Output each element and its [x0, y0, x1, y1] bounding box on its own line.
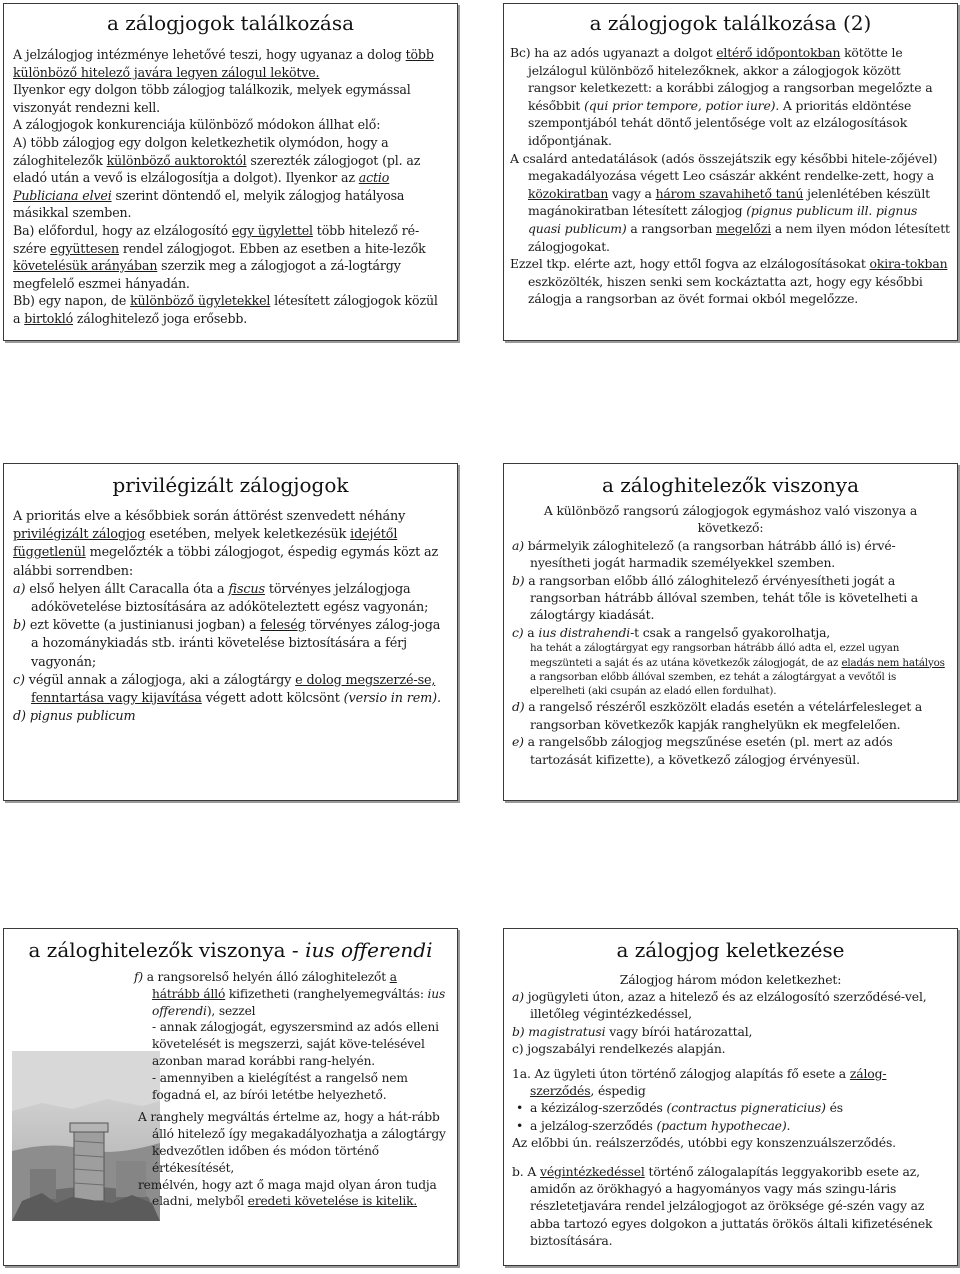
paragraph: Ba) előfordul, hogy az elzálogosító egy ügylettel több hitelező ré-szére együttesen rendel zálogjogot. Ebben az esetben a hite-lezők követelésük arányában szerzik meg a zálogjogot a zá-logtárgy megfelelő eszmei hányadán. [13, 222, 426, 291]
slide-title: a záloghitelezők viszonya - ius offerendi [28, 938, 433, 962]
list-item: a) jogügyleti úton, azaz a hitelező és az elzálogosító szerződésé-vel, illetőleg végintézkedéssel, [512, 989, 927, 1022]
paragraph: - amennyiben a kielégítést a rangelső nem fogadná el, az bírói letétbe helyezhető. [152, 1070, 408, 1102]
list-item: c) jogszabályi rendelkezés alapján. [512, 1040, 726, 1056]
paragraph: A különböző rangsorú zálogjogok egymáshoz való viszonya a következő: [543, 503, 918, 536]
paragraph: A ranghely megváltás értelme az, hogy a hát-rább álló hitelező így megakadályozhatja a zálogtárgy kedvezőtlen időben és módon történő értékesítését, [138, 1110, 446, 1175]
slide-body [510, 44, 951, 308]
slide-zalogjogok-talalkozasa-2 [503, 3, 958, 341]
slide-title: a zálogjogok találkozása [106, 11, 355, 35]
slide-body [512, 502, 949, 768]
slide-title: a záloghitelezők viszonya [601, 473, 860, 497]
list-item: a) bármelyik záloghitelező (a rangsorban hátrább álló is) érvé-nyesítheti jogát harmadik személyekkel szemben. [512, 537, 896, 571]
slide-body [116, 969, 447, 1210]
list-item: b) a rangsorban előbb álló záloghitelező érvényesítheti jogát a rangsorban hátrább állóval szemben, tehát tőle is követelheti a zálogtárgy kiadását. [512, 572, 919, 623]
bullet-item: • a jelzálog-szerződés (pactum hypothecae). [512, 1117, 949, 1134]
list-item: b) magistratusi vagy bírói határozattal, [512, 1023, 753, 1039]
list-item: c) a ius distrahendi-t csak a rangelső gyakorolhatja, [512, 624, 831, 640]
list-item: d) a rangelső részéről eszközölt eladás esetén a vételárfelesleget a rangsorban következők kapják ranghelyükn ek megfelelően. [512, 699, 923, 732]
slide-ius-offerendi [3, 928, 458, 1266]
paragraph: A jelzálogjog intézménye lehetővé teszi, hogy ugyanaz a dolog több különböző hitelező javára legyen zálogul lekötve. [13, 47, 434, 80]
paragraph: - annak zálogjogát, egyszersmind az adós elleni követelését is megszerzi, saját köve-telésével azonban marad korábbi rang-helyén. [152, 1020, 439, 1068]
list-item: d) pignus publicum [13, 709, 136, 725]
slide-zaloghitelezok-viszonya [503, 463, 958, 801]
paragraph: Bc) ha az adós ugyanazt a dolgot eltérő időpontokban kötötte le jelzálogul különböző hitelezőknek, akkor a zálogjogok között rangsor keletkezett: a korábbi zálogjog a rangsorban megelőzte a későbbit (qui prior tempore, potior iure). A prioritás eldöntése szempontjából tehát döntő jelentősége volt az elzálogosítások időpontjának. [510, 45, 933, 148]
slide-body [13, 46, 448, 328]
paragraph: remélvén, hogy azt ő maga majd olyan áron tudja eladni, melyből eredeti követelése is kitelik. [138, 1177, 437, 1209]
list-item: c) végül annak a zálogjoga, aki a zálogtárgy e dolog megszerzé-se, fenntartása vagy kijavítása végett adott kölcsönt (versio in rem). [13, 672, 441, 707]
slide-title: privilégizált zálogjogok [112, 473, 349, 497]
paragraph: 1a. Az ügyleti úton történő zálogjog alapítás fő esete a zálog-szerződés, éspedig [512, 1066, 887, 1099]
paragraph: b. A végintézkedéssel történő zálogalapítás leggyakoribb esete az, amidőn az örökhagyó a hagyományos vagy más szingu-láris részletetjavára rendel jelzálogjogot az öröksége gé-szén vagy az abba tartozó egyes dolgokon a juttatás örökös általi kifizetésének biztosítására. [512, 1164, 933, 1248]
slide-title: a zálogjog keletkezése [616, 938, 845, 962]
paragraph: Ezzel tkp. elérte azt, hogy ettől fogva az elzálogosításokat okira-tokban eszközölték, hiszen senki sem kockáztatta azt, hogy egy későbbi zálogja a rangsorban az övét formai okból megelőzze. [510, 256, 948, 307]
sub-paragraph: ha tehát a zálogtárgyat egy rangsorban hátrább álló adta el, ezzel ugyan megszünteti a saját és az utána következők zálogjogát, de az eladás nem hatályos a rangsorban előbb állóval szemben, ez tehát a zálogtárgyat a vevőtől is elperelheti (aki csupán az eladó ellen fordulhat). [530, 642, 945, 698]
paragraph: Az előbbi ún. reálszerződés, utóbbi egy konszenzuálszerződés. [512, 1134, 896, 1150]
slide-title: a zálogjogok találkozása (2) [589, 11, 872, 35]
list-item: f) a rangsorelső helyén álló záloghitelezőt a hátrább álló kifizetheti (ranghelyemegváltás: ius offerendi), sezzel [134, 970, 446, 1018]
paragraph: A zálogjogok konkurenciája különböző módokon állhat elő: [13, 117, 381, 133]
slide-zalogjogok-talalkozasa [3, 3, 458, 341]
slide-privilegizalt-zalogjogok [3, 463, 458, 801]
bullet-item: • a kézizálog-szerződés (contractus pigneraticius) és [512, 1099, 949, 1116]
paragraph: A) több zálogjog egy dolgon keletkezhetik olymódon, hogy a záloghitelezők különböző auktoroktól szerezték zálogjogot (pl. az eladó után a vevő is elzálogosítja a dolgot). Ilyenkor az actio Publiciana elvei szerint döntendő el, melyik zálogjog hatályosa másikkal szemben. [13, 134, 421, 221]
paragraph: Ilyenkor egy dolgon több zálogjog találkozik, melyek egymással viszonyát rendezni kell. [13, 82, 411, 115]
paragraph: A csalárd antedatálások (adós összejátszik egy későbbi hitele-zőjével) megakadályozása végett Leo császár akként rendelke-zett, hogy a közokiratban vagy a három szavahihető tanú jelenlétében készült magánokiratban létesített zálogjog (pignus publicum ill. pignus quasi publicum) a rangsorban megelőzi a nem ilyen módon létesített zálogjogokat. [510, 150, 950, 254]
paragraph: Bb) egy napon, de különböző ügyletekkel létesített zálogjogok közül a birtokló záloghitelező joga erősebb. [13, 293, 438, 326]
slide-body [512, 971, 949, 1249]
paragraph: A prioritás elve a későbbiek során áttörést szenvedett néhány privilégizált zálogjog esetében, melyek keletkezésük idejétől függetlenül megelőzték a többi zálogjogot, éspedig egymás közt az alábbi sorrendben: [13, 509, 439, 579]
list-item: a) első helyen állt Caracalla óta a fiscus törvényes jelzálogjoga adókövetelése biztosítására az adóköteleztett egész vagyonán; [13, 581, 429, 616]
slide-body [13, 508, 448, 726]
list-item: b) ezt követte (a justinianusi jogban) a feleség törvényes zálog-joga a hozománykiadás stb. iránti követelése biztosítására a férj vagyonán; [13, 618, 441, 670]
list-item: e) a rangelsőbb zálogjog megszűnése esetén (pl. mert az adós tartozását kifizette), a következő zálogjog érvényesül. [512, 734, 893, 767]
paragraph: Zálogjog három módon keletkezhet: [619, 972, 842, 987]
slide-zalogjog-keletkezese [503, 928, 958, 1266]
